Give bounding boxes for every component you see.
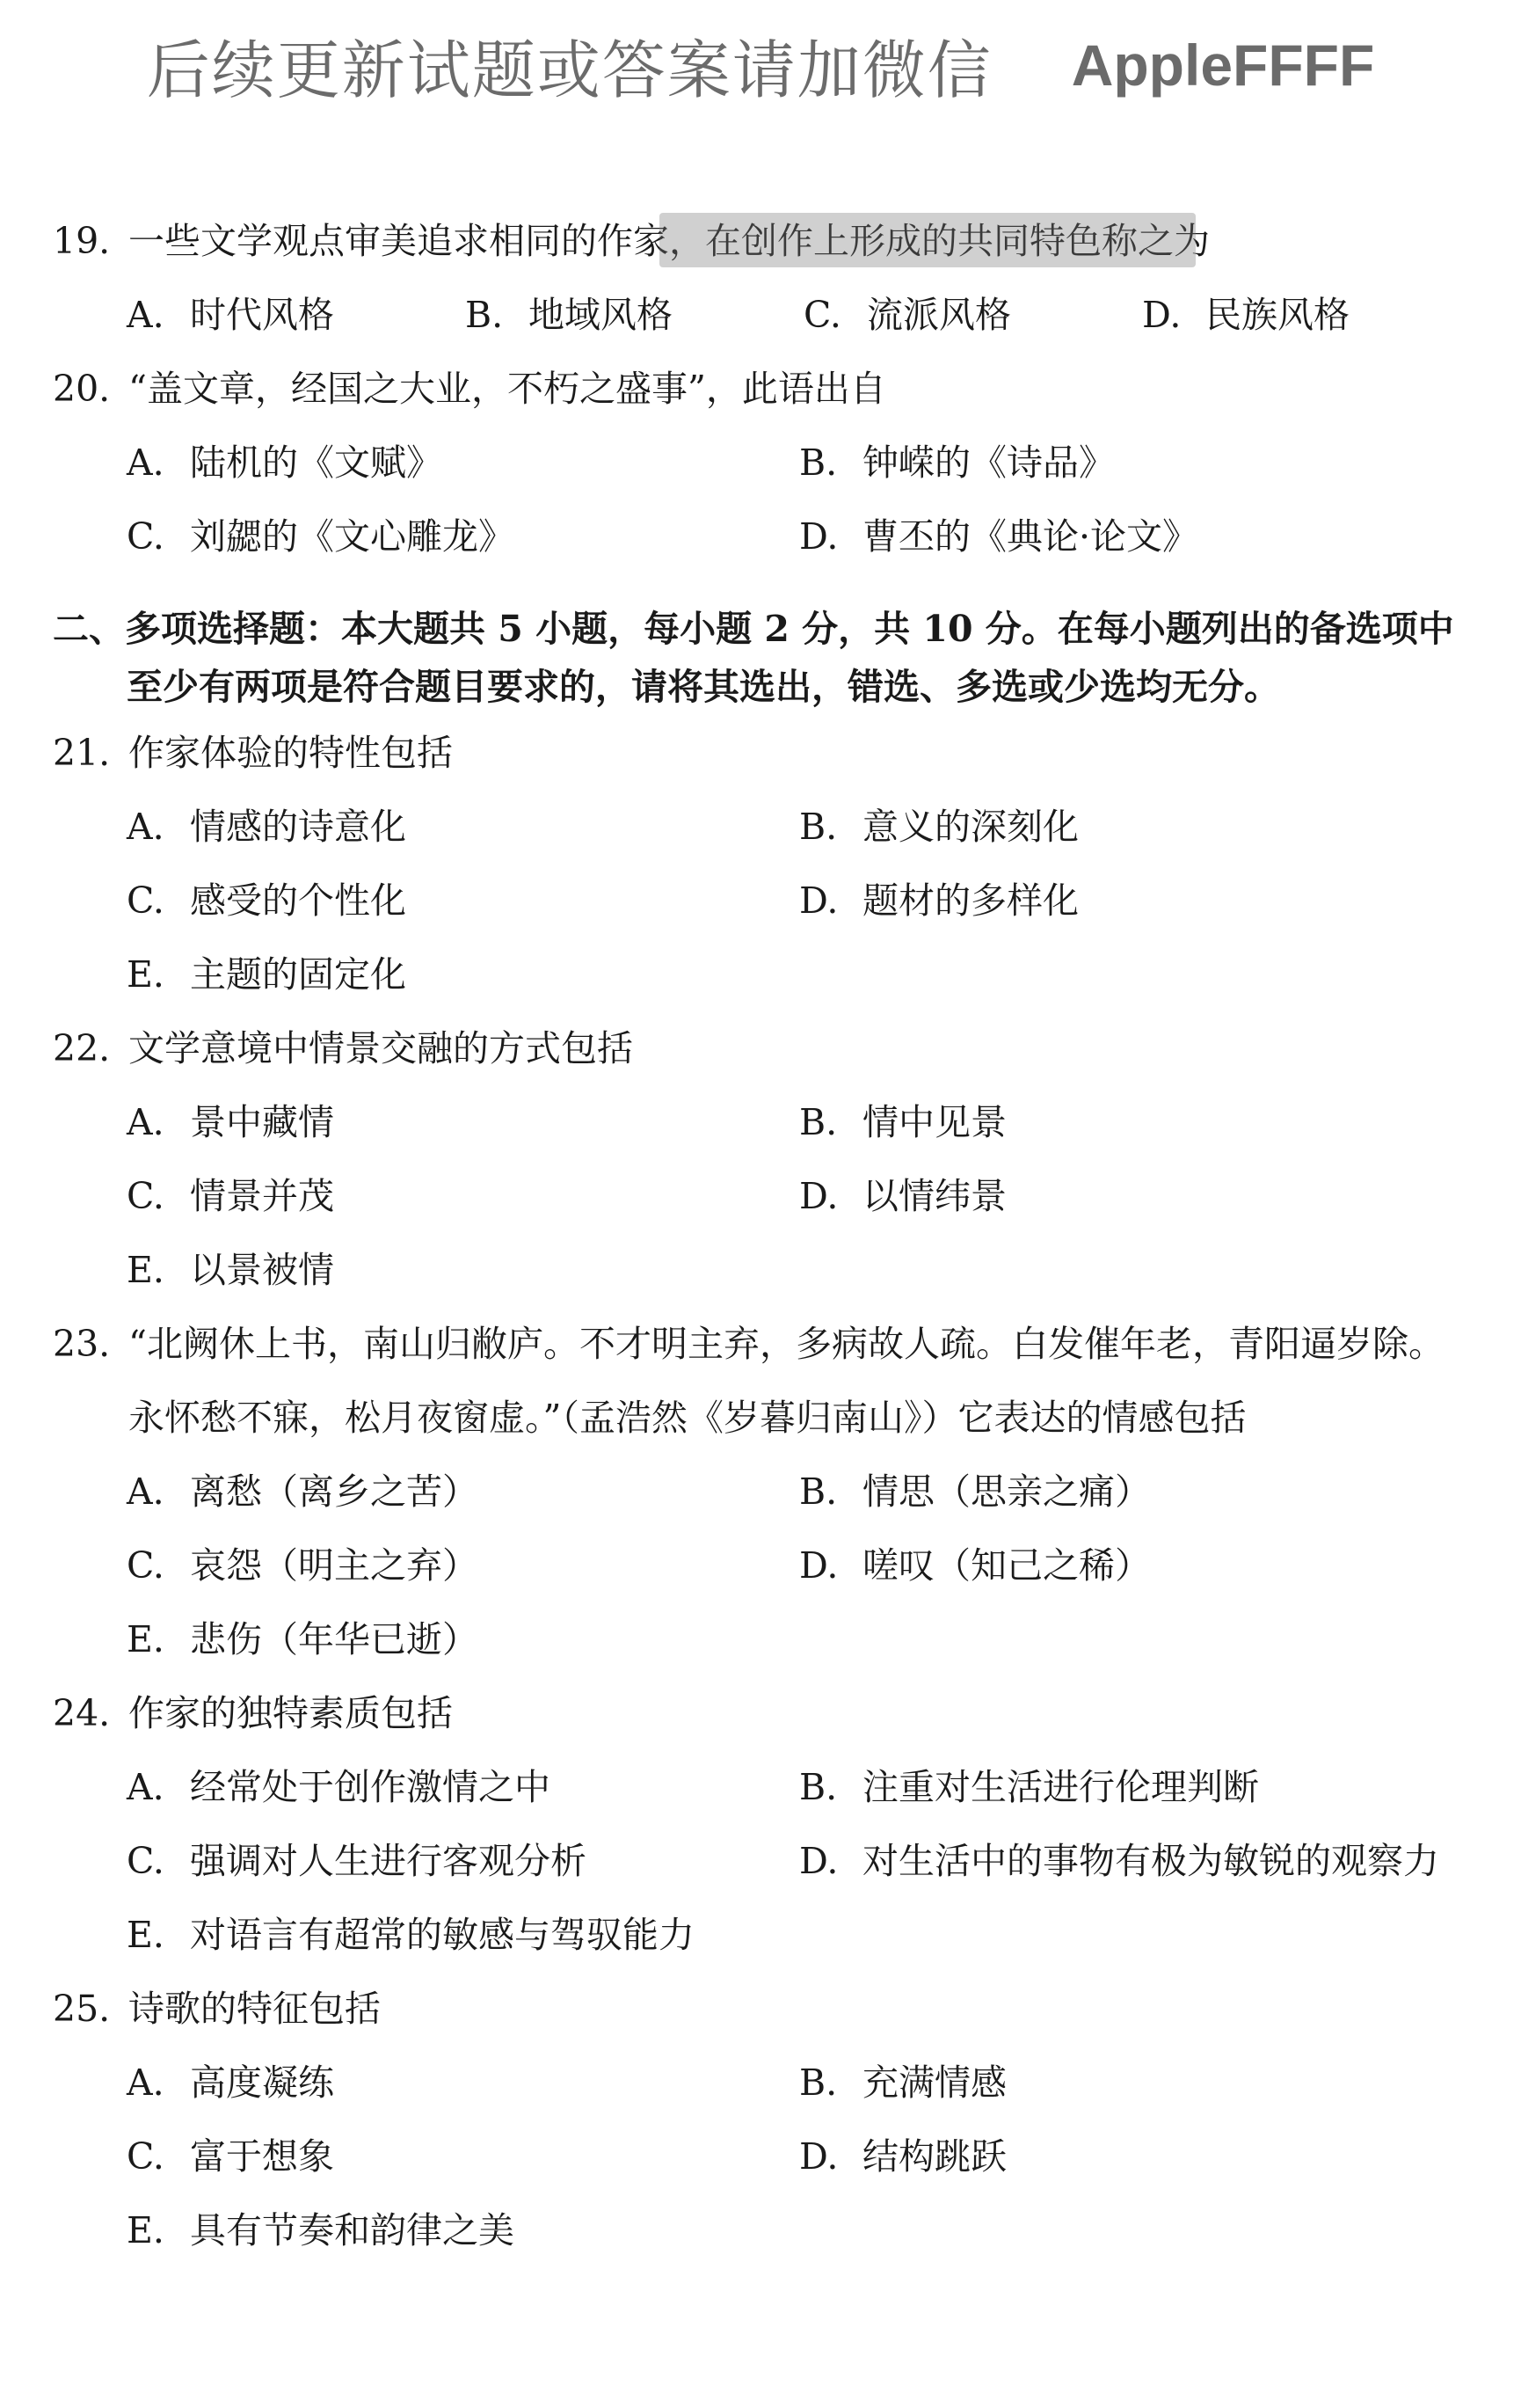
- question-stem: [53, 204, 1477, 278]
- question-number: 24.: [53, 1692, 111, 1734]
- option-c: C. 强调对人生进行客观分析: [127, 1840, 586, 1882]
- header-text: 后续更新试题或答案请加微信: [146, 33, 993, 107]
- option-b: B. 钟嵘的《诗品》: [799, 441, 1115, 484]
- options: [53, 2046, 1477, 2267]
- question-20: [53, 352, 1477, 573]
- question-22: [53, 1011, 1477, 1307]
- option-b: B. 意义的深刻化: [799, 806, 1079, 848]
- question-text: 文学意境中情景交融的方式包括: [128, 1027, 633, 1069]
- option-a: A. 离愁（离乡之苦）: [127, 1470, 478, 1513]
- options-row: [127, 1898, 1477, 1972]
- question-number: 22.: [53, 1027, 111, 1069]
- question-23: [53, 1307, 1477, 1676]
- option-c: C. 富于想象: [127, 2135, 334, 2178]
- option-c: C. 哀怨（明主之弃）: [127, 1544, 478, 1587]
- options-row: [127, 1750, 1477, 1824]
- options: [53, 790, 1477, 1011]
- options-row: [127, 1529, 1477, 1602]
- question-stem: [53, 1676, 1477, 1750]
- question-stem: [53, 1972, 1477, 2046]
- option-b: B. 情中见景: [799, 1101, 1007, 1143]
- question-text: 诗歌的特征包括: [128, 1988, 381, 2030]
- option-e: E. 以景被情: [127, 1249, 334, 1291]
- option-d: D. 对生活中的事物有极为敏锐的观察力: [799, 1840, 1439, 1882]
- option-a: A. 陆机的《文赋》: [127, 441, 442, 484]
- option-e: E. 对语言有超常的敏感与驾驭能力: [127, 1914, 695, 1956]
- option-c: C. 情景并茂: [127, 1175, 334, 1217]
- scan-smudge: [659, 213, 1196, 267]
- options-row: [127, 938, 1477, 1011]
- question-number: 23.: [53, 1323, 111, 1365]
- options: [53, 278, 1477, 352]
- question-stem: [53, 352, 1477, 426]
- option-d: D. 以情纬景: [799, 1175, 1007, 1217]
- question-text: 一些文学观点审美追求相同的作家，在创作上形成的共同特色称之为: [128, 220, 1210, 262]
- question-number: 20.: [53, 368, 111, 410]
- option-d: D. 嗟叹（知己之稀）: [799, 1544, 1151, 1587]
- question-number: 25.: [53, 1988, 111, 2030]
- question-stem: [53, 1011, 1477, 1085]
- question-25: [53, 1972, 1477, 2267]
- option-d: D. 题材的多样化: [799, 879, 1079, 922]
- option-c: C. 流派风格: [804, 294, 1011, 336]
- options-row: [127, 1159, 1477, 1233]
- exam-page: [53, 204, 1477, 2267]
- question-24: [53, 1676, 1477, 1972]
- question-text: 作家体验的特性包括: [128, 732, 453, 774]
- option-c: C. 感受的个性化: [127, 879, 406, 922]
- option-a: A. 时代风格: [127, 294, 334, 336]
- question-text: “北阙休上书，南山归敝庐。不才明主弃，多病故人疏。白发催年老，青阳逼岁除。: [128, 1323, 1445, 1365]
- option-e: E. 悲伤（年华已逝）: [127, 1618, 478, 1660]
- option-b: B. 地域风格: [465, 294, 673, 336]
- option-c: C. 刘勰的《文心雕龙》: [127, 515, 514, 558]
- option-a: A. 高度凝练: [127, 2061, 334, 2104]
- question-text: 作家的独特素质包括: [128, 1692, 453, 1734]
- option-a: A. 景中藏情: [127, 1101, 334, 1143]
- options-row: [127, 1455, 1477, 1529]
- options-row: [127, 2046, 1477, 2120]
- options: [53, 1085, 1477, 1307]
- section-heading: [53, 600, 1477, 716]
- option-a: A. 经常处于创作激情之中: [127, 1766, 550, 1808]
- option-d: D. 曹丕的《典论·论文》: [799, 515, 1199, 558]
- section-line-2: 至少有两项是符合题目要求的，请将其选出，错选、多选或少选均无分。: [127, 666, 1280, 708]
- options-row: [127, 1602, 1477, 1676]
- options: [53, 1750, 1477, 1972]
- options-row: [127, 500, 1477, 573]
- option-b: B. 注重对生活进行伦理判断: [799, 1766, 1259, 1808]
- options: [53, 1455, 1477, 1676]
- question-stem-continued: 永怀愁不寐，松月夜窗虚。”（孟浩然《岁暮归南山》）它表达的情感包括: [128, 1397, 1247, 1439]
- option-d: D. 结构跳跃: [799, 2135, 1007, 2178]
- options-row: [127, 278, 1477, 352]
- question-number: 21.: [53, 732, 111, 774]
- question-21: [53, 716, 1477, 1011]
- options-row: [127, 790, 1477, 864]
- option-b: B. 情思（思亲之痛）: [799, 1470, 1151, 1513]
- options-row: [127, 2120, 1477, 2193]
- options: [53, 426, 1477, 573]
- options-row: [127, 1824, 1477, 1898]
- option-a: A. 情感的诗意化: [127, 806, 406, 848]
- options-row: [127, 426, 1477, 500]
- watermark-header: [0, 19, 1521, 116]
- options-row: [127, 864, 1477, 938]
- option-e: E. 具有节奏和韵律之美: [127, 2209, 514, 2251]
- option-e: E. 主题的固定化: [127, 953, 406, 996]
- header-wechat-id: AppleFFFF: [1071, 33, 1375, 98]
- options-row: [127, 1233, 1477, 1307]
- question-text: “盖文章，经国之大业，不朽之盛事”，此语出自: [128, 368, 886, 410]
- option-d: D. 民族风格: [1142, 294, 1350, 336]
- section-line-1: 二、多项选择题：本大题共 5 小题，每小题 2 分，共 10 分。在每小题列出的备选项中: [53, 608, 1454, 650]
- options-row: [127, 2193, 1477, 2267]
- question-stem: [53, 716, 1477, 790]
- question-stem: [53, 1307, 1477, 1381]
- options-row: [127, 1085, 1477, 1159]
- question-number: 19.: [53, 220, 111, 262]
- question-19: [53, 204, 1477, 352]
- option-b: B. 充满情感: [799, 2061, 1007, 2104]
